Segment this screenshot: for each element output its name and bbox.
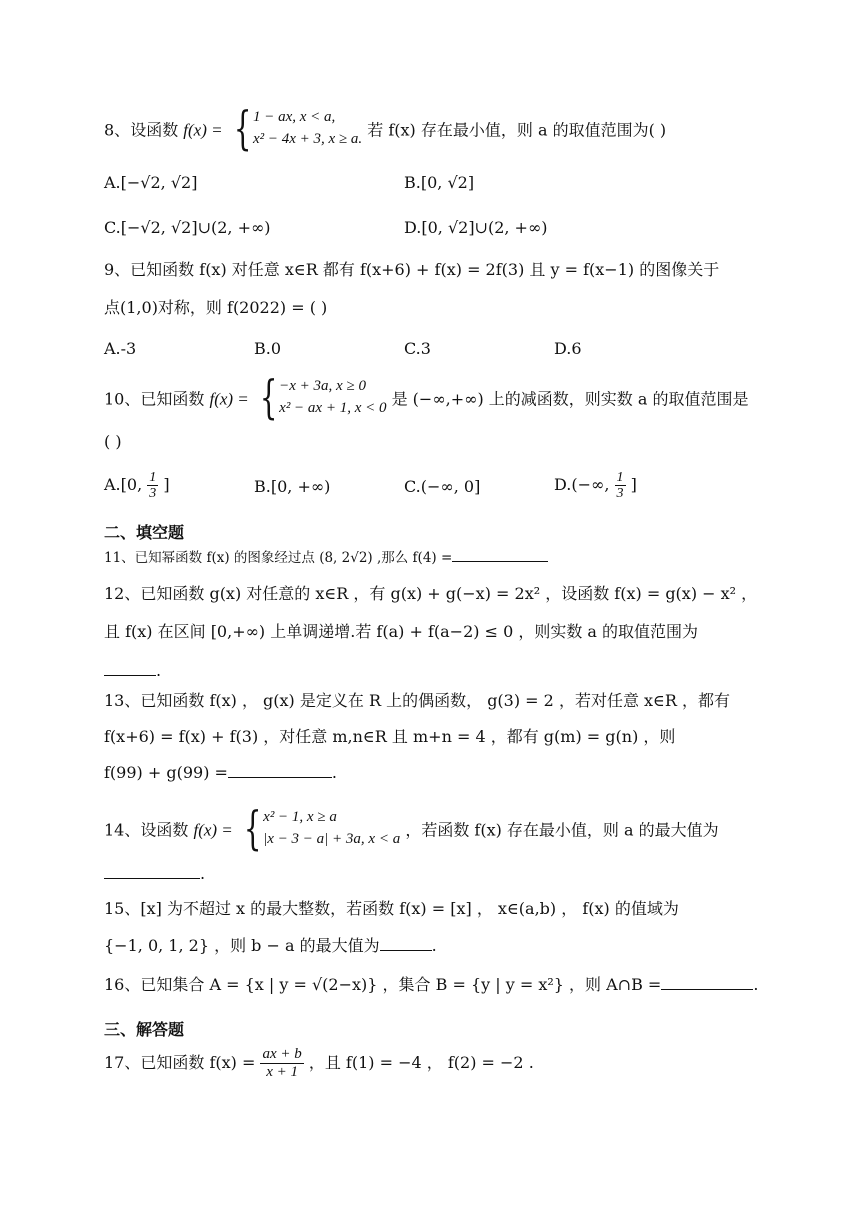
q12-end: . [156, 661, 162, 680]
q15-line2 [104, 935, 760, 957]
q13-text: f(99) + g(99) = [104, 763, 228, 782]
q13-end: . [331, 763, 338, 782]
q10-option-c: C.(−∞, 0] [404, 477, 481, 496]
section-3-heading: 三、解答题 [104, 1020, 185, 1039]
q14-piecewise [238, 801, 401, 855]
q9-option-c: C.3 [404, 339, 431, 358]
left-brace-icon: { [259, 370, 278, 424]
q8-option-a: A.[−√2, √2] [104, 173, 198, 192]
q14-lead: 14、设函数 [104, 820, 189, 840]
q10-line2: ( ) [104, 432, 122, 451]
q17-denominator: x + 1 [266, 1064, 298, 1080]
q10-d-post: ] [630, 475, 637, 494]
q10-a-post: ] [163, 475, 170, 494]
q14-tail: ，若函数 f(x) 存在最小值，则 a 的最大值为 [405, 820, 719, 840]
q16-text: 16、已知集合 A = {x | y = √(2−x)} ，集合 B = {y | y = x²} ，则 A∩B = [104, 975, 662, 994]
q9-line1: 9、已知函数 f(x) 对任意 x∈R 都有 f(x+6) + f(x) = 2f(3) 且 y = f(x−1) 的图像关于 [104, 260, 720, 279]
q9-option-b: B.0 [254, 339, 282, 358]
left-brace-icon: { [243, 801, 262, 855]
q15-end: . [431, 936, 437, 955]
q14-answer-blank[interactable] [104, 864, 200, 879]
q10-option-d [554, 470, 637, 501]
q8-piecewise [228, 101, 363, 155]
q16-end: . [753, 975, 759, 994]
q10-case2: x² − ax + 1, x < 0 [279, 400, 387, 416]
q14-fx: f(x) = [193, 820, 233, 840]
q14-case2: |x − 3 − a| + 3a, x < a [263, 831, 401, 847]
q10-a-num: 1 [149, 470, 157, 485]
q8-option-c: C.[−√2, √2]∪(2, +∞) [104, 218, 271, 237]
q8-case2: x² − 4x + 3, x ≥ a. [252, 131, 363, 147]
q11-answer-blank[interactable] [452, 547, 548, 562]
q8-option-b: B.[0, √2] [404, 173, 475, 192]
question-11 [104, 547, 760, 569]
q10-d-pre: D.(−∞, [554, 475, 610, 494]
q17-numerator: ax + b [262, 1046, 302, 1062]
q10-a-fraction [147, 470, 158, 501]
q8-fx: f(x) = [183, 120, 223, 140]
q16-answer-blank[interactable] [661, 975, 753, 990]
q12-answer-blank[interactable] [104, 661, 156, 676]
q13-answer-blank[interactable] [228, 763, 332, 778]
q13-line3 [104, 762, 760, 784]
q17-lead: 17、已知函数 f(x) = [104, 1053, 256, 1072]
q13-line1: 13、已知函数 f(x) ， g(x) 是定义在 R 上的偶函数， g(3) = 2 ，若对任意 x∈R ，都有 [104, 691, 731, 710]
question-14 [104, 801, 760, 855]
q15-text: {−1, 0, 1, 2} ，则 b − a 的最大值为 [104, 936, 380, 955]
q10-fx: f(x) = [209, 389, 249, 409]
question-16 [104, 974, 760, 996]
q10-d-num: 1 [616, 470, 624, 485]
q8-lead: 设函数 [130, 120, 179, 140]
q14-line2 [104, 863, 760, 885]
q10-a-den: 3 [149, 486, 157, 501]
question-10 [104, 370, 760, 424]
q8-case1: 1 − ax, x < a, [252, 109, 336, 125]
q12-line3 [104, 660, 760, 682]
q15-answer-blank[interactable] [380, 936, 432, 951]
q10-case1: −x + 3a, x ≥ 0 [279, 378, 366, 394]
q17-fraction [260, 1046, 303, 1081]
q10-d-den: 3 [616, 486, 624, 501]
q17-tail: ，且 f(1) = −4 ， f(2) = −2 . [308, 1053, 534, 1072]
q12-line2: 且 f(x) 在区间 [0,+∞) 上单调递增.若 f(a) + f(a−2) ≤ 0 ，则实数 a 的取值范围为 [104, 622, 699, 641]
q10-option-a [104, 470, 170, 501]
q15-line1: 15、[x] 为不超过 x 的最大整数，若函数 f(x) = [x] ， x∈(a,b) ， f(x) 的值域为 [104, 899, 679, 918]
q14-case1: x² − 1, x ≥ a [263, 809, 337, 825]
q11-text: 11、已知幂函数 f(x) 的图象经过点 (8, 2√2) ,那么 f(4) = [104, 550, 453, 566]
q9-line2: 点(1,0)对称，则 f(2022) = ( ) [104, 298, 328, 317]
question-17 [104, 1046, 760, 1081]
q10-a-pre: A.[0, [104, 475, 143, 494]
q10-d-fraction [615, 470, 626, 501]
q9-option-d: D.6 [554, 339, 582, 358]
left-brace-icon: { [233, 101, 252, 155]
q10-lead: 10、已知函数 [104, 389, 205, 409]
q10-tail: 是 (−∞,+∞) 上的减函数，则实数 a 的取值范围是 [391, 389, 749, 409]
question-8 [104, 101, 760, 155]
section-2-heading: 二、填空题 [104, 523, 185, 542]
q8-tail: 若 f(x) 存在最小值，则 a 的取值范围为( ) [367, 120, 667, 140]
q9-option-a: A.-3 [104, 339, 137, 358]
q8-option-d: D.[0, √2]∪(2, +∞) [404, 218, 548, 237]
q14-end: . [200, 864, 206, 883]
q10-option-b: B.[0, +∞) [254, 477, 331, 496]
q8-number: 8、 [104, 120, 131, 140]
q12-line1: 12、已知函数 g(x) 对任意的 x∈R ，有 g(x) + g(−x) = 2x² ，设函数 f(x) = g(x) − x² ， [104, 584, 758, 603]
q10-piecewise [254, 370, 387, 424]
q13-line2: f(x+6) = f(x) + f(3) ，对任意 m,n∈R 且 m+n = 4 ，都有 g(m) = g(n) ，则 [104, 727, 676, 746]
